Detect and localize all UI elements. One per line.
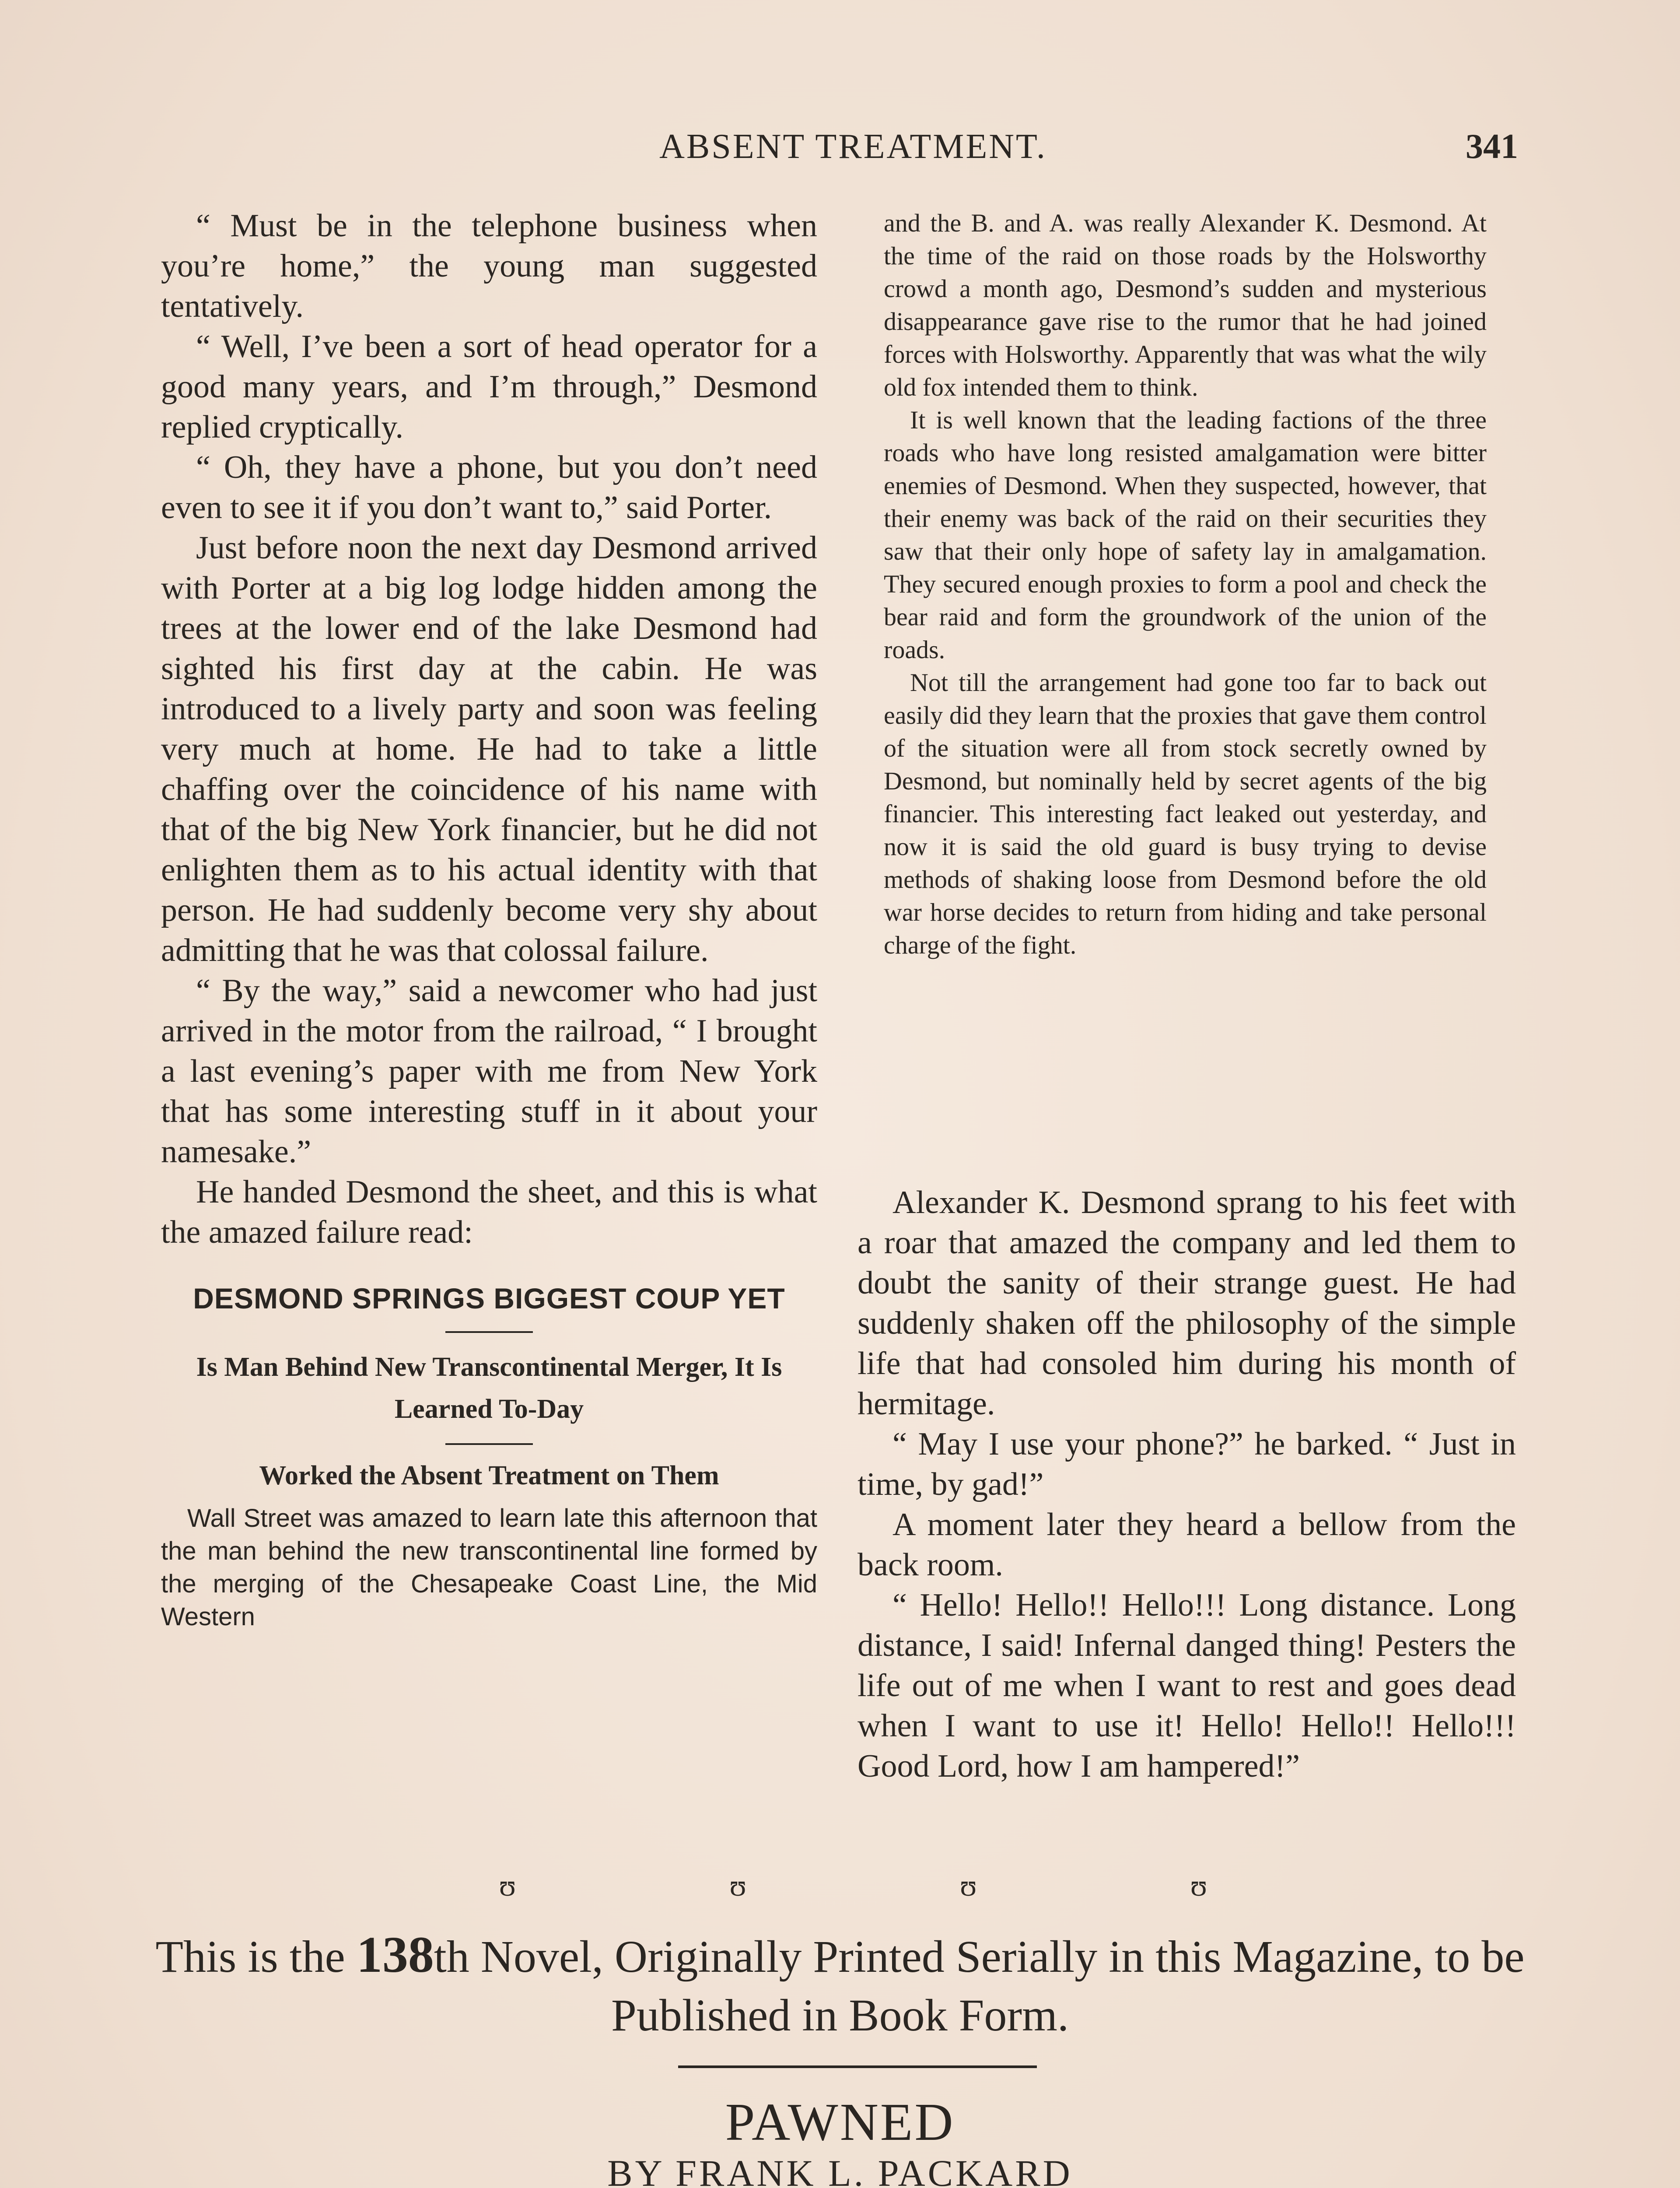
fleuron-icon: ʊ bbox=[1190, 1869, 1208, 1903]
story-paragraph: “ By the way,” said a newcomer who had just arrived in the motor from the railroad, “ I brought a last evening’s paper with me from New York that has some interesting stuff in it about your namesake.” bbox=[161, 973, 817, 1170]
story-paragraph: “ Hello! Hello!! Hello!!! Long distance. Long distance, I said! Infernal danged thing! Pesters the life out of me when I want to rest and goes dead when I want to use it! Hello! Hello!! Hello!!! Good Lord, how I am hampered!” bbox=[858, 1587, 1516, 1784]
book-title: PAWNED bbox=[725, 2093, 955, 2152]
right-column-story bbox=[858, 1182, 1516, 1786]
news-body bbox=[161, 1502, 817, 1633]
announcement-text: This is the bbox=[155, 1932, 357, 1982]
story-paragraph: “ May I use your phone?” he barked. “ Just in time, by gad!” bbox=[858, 1426, 1516, 1502]
newspaper-subhead: Worked the Absent Treatment on Them bbox=[259, 1461, 719, 1490]
fleuron-icon: ʊ bbox=[729, 1869, 746, 1903]
book-form-announcement bbox=[131, 1925, 1549, 2045]
story-paragraph: “ Well, I’ve been a sort of head operator for a good many years, and I’m through,” Desmond replied cryptically. bbox=[161, 329, 817, 445]
newspaper-clipping bbox=[161, 1279, 817, 1633]
ornament-row bbox=[481, 1869, 1225, 1904]
newspaper-headline: DESMOND SPRINGS BIGGEST COUP YET bbox=[193, 1282, 785, 1315]
story-paragraph: Just before noon the next day Desmond arrived with Porter at a big log lodge hidden among the trees at the lower end of the lake Desmond had sighted his first day at the cabin. He was introduced to a lively party and soon was feeling very much at home. He had to take a little chaffing over the coincidence of his name with that of the big New York financier, but he did not enlighten them as to his actual identity with that person. He had suddenly become very shy about admitting that he was that colossal failure. bbox=[161, 530, 817, 968]
right-column-news bbox=[884, 207, 1487, 961]
headline-divider bbox=[445, 1443, 533, 1445]
book-author: BY FRANK L. PACKARD bbox=[607, 2152, 1073, 2188]
news-paragraph: It is well known that the leading factions of the three roads who have long resisted amalgamation were bitter enemies of Desmond. When they suspected, however, that their enemy was back of the raid on their securities they saw that their only hope of safety lay in amalgamation. They secured enough proxies to form a pool and check the bear raid and form the groundwork of the union of the roads. bbox=[884, 406, 1487, 664]
section-divider bbox=[678, 2065, 1037, 2068]
page-number: 341 bbox=[1466, 127, 1518, 166]
story-paragraph: “ Oh, they have a phone, but you don’t need even to see it if you don’t want to,” said Porter. bbox=[161, 449, 817, 526]
news-paragraph: Not till the arrangement had gone too far to back out easily did they learn that the proxies that gave them control of the situation were all from stock secretly owned by Desmond, but nominally held by secret agents of the big financier. This interesting fact leaked out yesterday, and now it is said the old guard is busy trying to devise methods of shaking loose from Desmond before the old war horse decides to return from hiding and take personal charge of the fight. bbox=[884, 668, 1487, 959]
story-paragraph: Alexander K. Desmond sprang to his feet with a roar that amazed the company and led them to doubt the sanity of their strange guest. He had suddenly shaken off the philosophy of the simple life that had consoled him during his month of hermitage. bbox=[858, 1185, 1516, 1422]
novel-number: 138 bbox=[356, 1926, 434, 1983]
left-column bbox=[161, 206, 817, 1633]
news-paragraph: and the B. and A. was really Alexander K. Desmond. At the time of the raid on those roads by the Holsworthy crowd a month ago, Desmond’s sudden and mysterious disappearance gave rise to the rumor that he had joined forces with Holsworthy. Apparently that was what the wily old fox intended them to think. bbox=[884, 209, 1487, 401]
news-paragraph: Wall Street was amazed to learn late this afternoon that the man behind the new transcontinental line formed by the merging of the Chesapeake Coast Line, the Mid Western bbox=[161, 1504, 817, 1631]
story-paragraph: “ Must be in the telephone business when you’re home,” the young man suggested tentatively. bbox=[161, 208, 817, 324]
story-paragraph: A moment later they heard a bellow from the back room. bbox=[858, 1507, 1516, 1583]
fleuron-icon: ʊ bbox=[499, 1869, 516, 1903]
story-paragraph: He handed Desmond the sheet, and this is what the amazed failure read: bbox=[161, 1174, 817, 1250]
headline-divider bbox=[445, 1331, 533, 1333]
fleuron-icon: ʊ bbox=[960, 1869, 977, 1903]
running-head: ABSENT TREATMENT. bbox=[659, 127, 1047, 166]
announcement-text: th Novel, Originally Printed Serially in this Magazine, to be Published in Book Form. bbox=[434, 1932, 1525, 2041]
newspaper-subhead: Is Man Behind New Transcontinental Merger, It Is Learned To-Day bbox=[196, 1352, 782, 1424]
